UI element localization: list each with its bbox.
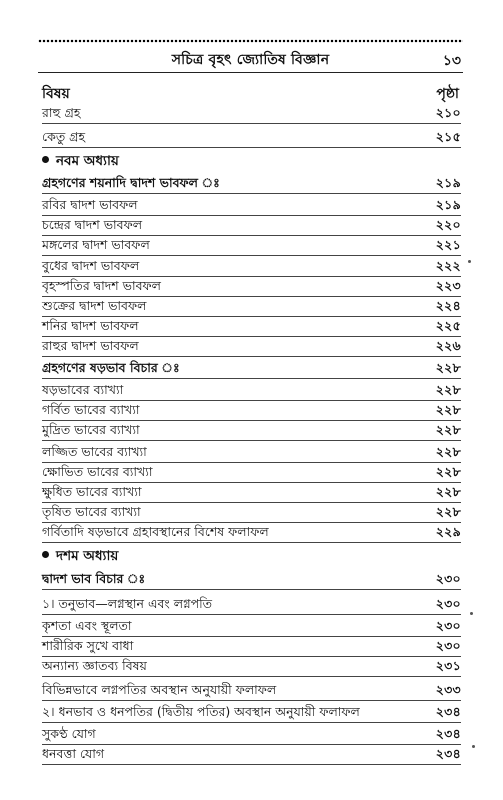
entry-page-number: ২২৮ xyxy=(435,504,461,519)
entry-title: ধনবত্তা যোগ xyxy=(42,746,105,761)
toc-entry xyxy=(42,595,461,613)
entry-underline xyxy=(42,676,461,677)
page-number: ১৩ xyxy=(442,53,461,69)
toc-entry xyxy=(42,657,461,675)
entry-underline xyxy=(42,589,461,590)
toc-entry xyxy=(42,381,461,399)
toc-entry xyxy=(42,725,461,743)
entry-title: বুধের দ্বাদশ ভাবফল xyxy=(42,258,140,273)
entry-page-number: ২২৪ xyxy=(435,298,461,313)
toc-entry xyxy=(42,681,461,699)
entry-underline xyxy=(42,722,461,723)
entry-title: রাহু গ্রহ xyxy=(42,105,81,120)
entry-title: গর্বিত ভাবের ব্যাখ্যা xyxy=(42,402,140,417)
entry-page-number: ২২২ xyxy=(435,258,461,273)
entry-page-number: ২৩৪ xyxy=(435,746,461,761)
entry-title: অন্যান্য জ্ঞাতব্য বিষয় xyxy=(42,658,147,673)
toc-entry xyxy=(42,317,461,335)
entry-page-number: ২২০ xyxy=(435,217,461,232)
bullet-icon xyxy=(42,156,49,163)
entry-page-number: ২২৮ xyxy=(435,402,461,417)
entry-underline xyxy=(42,764,461,765)
entry-title: বিভিন্নভাবে লগ্নপতির অবস্থান অনুযায়ী ফলাফল xyxy=(42,682,277,697)
entry-title: ষড়ভাবের ব্যাখ্যা xyxy=(42,382,124,397)
entry-title: ১। তনুভাব—লগ্নস্থান এবং লগ্নপতি xyxy=(42,596,213,611)
entry-page-number: ২২৮ xyxy=(435,422,461,437)
toc-entry xyxy=(42,277,461,295)
entry-page-number: ২৩০ xyxy=(435,618,461,633)
toc-entry xyxy=(42,216,461,234)
toc-entry xyxy=(42,401,461,419)
entry-page-number: ২৩০ xyxy=(435,638,461,653)
entry-page-number: ২২৯ xyxy=(435,524,461,539)
entry-underline xyxy=(42,614,461,615)
subject-column-heading: বিষয় xyxy=(42,86,70,102)
entry-page-number: ২২৮ xyxy=(435,484,461,499)
toc-entry xyxy=(42,337,461,355)
entry-underline xyxy=(42,542,461,543)
toc-entry xyxy=(42,196,461,214)
entry-title: গ্রহগণের ষড়ভাব বিচার ঃ xyxy=(42,360,180,375)
toc-entry xyxy=(42,523,461,541)
toc-entry xyxy=(42,617,461,635)
entry-title: ক্ষোভিত ভাবের ব্যাখ্যা xyxy=(42,464,153,479)
entry-page-number: ২১০ xyxy=(435,105,461,120)
toc-section-heading xyxy=(42,174,461,192)
toc-entry xyxy=(42,483,461,501)
entry-page-number: ২১৫ xyxy=(435,129,461,144)
decorative-dotted-border xyxy=(38,38,463,44)
toc-entry xyxy=(42,257,461,275)
chapter-title: নবম অধ্যায় xyxy=(56,153,119,169)
toc-entry xyxy=(42,443,461,461)
entry-title: ২। ধনভাব ও ধনপতির (দ্বিতীয় পতির) অবস্থান অনুযায়ী ফলাফল xyxy=(42,704,360,719)
entry-page-number: ২৩০ xyxy=(435,571,461,586)
entry-underline xyxy=(42,440,461,441)
entry-title: গর্বিতাদি ষড়ভাবে গ্রহাবস্থানের বিশেষ ফলাফল xyxy=(42,524,269,539)
toc-entry xyxy=(42,503,461,521)
margin-speck xyxy=(468,260,471,263)
entry-page-number: ২৩৩ xyxy=(435,682,461,697)
toc-entry xyxy=(42,703,461,721)
chapter-title: দশম অধ্যায় xyxy=(56,548,119,564)
page-column-heading: পৃষ্ঠা xyxy=(436,86,459,102)
margin-speck xyxy=(470,612,473,615)
entry-title: ক্ষুধিত ভাবের ব্যাখ্যা xyxy=(42,484,142,499)
entry-title: মুদ্রিত ভাবের ব্যাখ্যা xyxy=(42,422,140,437)
entry-title: লজ্জিত ভাবের ব্যাখ্যা xyxy=(42,444,147,459)
entry-underline xyxy=(42,700,461,701)
toc-section-heading xyxy=(42,359,461,377)
toc-entry xyxy=(42,637,461,655)
toc-section-heading xyxy=(42,570,461,588)
running-title: সচিত্র বৃহৎ জ্যোতিষ বিজ্ঞান xyxy=(171,52,330,68)
toc-entry xyxy=(42,421,461,439)
toc-entry xyxy=(42,297,461,315)
entry-page-number: ২১৯ xyxy=(435,197,461,212)
entry-title: গ্রহগণের শয়নাদি দ্বাদশ ভাবফল ঃ xyxy=(42,175,220,190)
entry-title: বৃহস্পতির দ্বাদশ ভাবফল xyxy=(42,278,162,293)
entry-title: দ্বাদশ ভাব বিচার ঃ xyxy=(42,571,146,586)
entry-page-number: ২৩০ xyxy=(435,596,461,611)
entry-page-number: ২২৮ xyxy=(435,444,461,459)
entry-page-number: ২২৮ xyxy=(435,382,461,397)
entry-page-number: ২২১ xyxy=(435,237,461,252)
entry-page-number: ২২৩ xyxy=(435,278,461,293)
entry-page-number: ২২৬ xyxy=(435,338,461,353)
entry-page-number: ২২৮ xyxy=(435,464,461,479)
entry-title: তৃষিত ভাবের ব্যাখ্যা xyxy=(42,504,141,519)
entry-underline xyxy=(42,147,461,148)
entry-page-number: ২২৮ xyxy=(435,360,461,375)
header-rule xyxy=(38,72,463,73)
entry-title: সুকণ্ঠ যোগ xyxy=(42,726,96,741)
toc-entry xyxy=(42,745,461,763)
entry-underline xyxy=(42,123,461,124)
entry-title: মঙ্গলের দ্বাদশ ভাবফল xyxy=(42,237,150,252)
entry-underline xyxy=(42,193,461,194)
toc-entry xyxy=(42,128,461,146)
margin-speck xyxy=(472,745,475,748)
entry-underline xyxy=(42,356,461,357)
entry-page-number: ২৩১ xyxy=(435,658,461,673)
entry-page-number: ২২৫ xyxy=(435,318,461,333)
page-header xyxy=(38,48,463,70)
entry-page-number: ২৩৪ xyxy=(435,704,461,719)
entry-title: রাহুর দ্বাদশ ভাবফল xyxy=(42,338,139,353)
chapter-heading xyxy=(42,151,119,171)
toc-entry xyxy=(42,104,461,122)
toc-entry xyxy=(42,463,461,481)
entry-title: শারীরিক সুখে বাধা xyxy=(42,638,134,653)
entry-page-number: ২৩৪ xyxy=(435,726,461,741)
bullet-icon xyxy=(42,551,49,558)
entry-title: শনির দ্বাদশ ভাবফল xyxy=(42,318,139,333)
entry-title: রবির দ্বাদশ ভাবফল xyxy=(42,197,138,212)
entry-page-number: ২১৯ xyxy=(435,175,461,190)
toc-entry xyxy=(42,236,461,254)
entry-title: চন্দ্রের দ্বাদশ ভাবফল xyxy=(42,217,143,232)
entry-underline xyxy=(42,378,461,379)
chapter-heading xyxy=(42,546,118,566)
entry-title: কেতু গ্রহ xyxy=(42,129,86,144)
entry-underline xyxy=(42,255,461,256)
entry-title: শুক্রের দ্বাদশ ভাবফল xyxy=(42,298,147,313)
entry-title: কৃশতা এবং স্থূলতা xyxy=(42,618,132,633)
